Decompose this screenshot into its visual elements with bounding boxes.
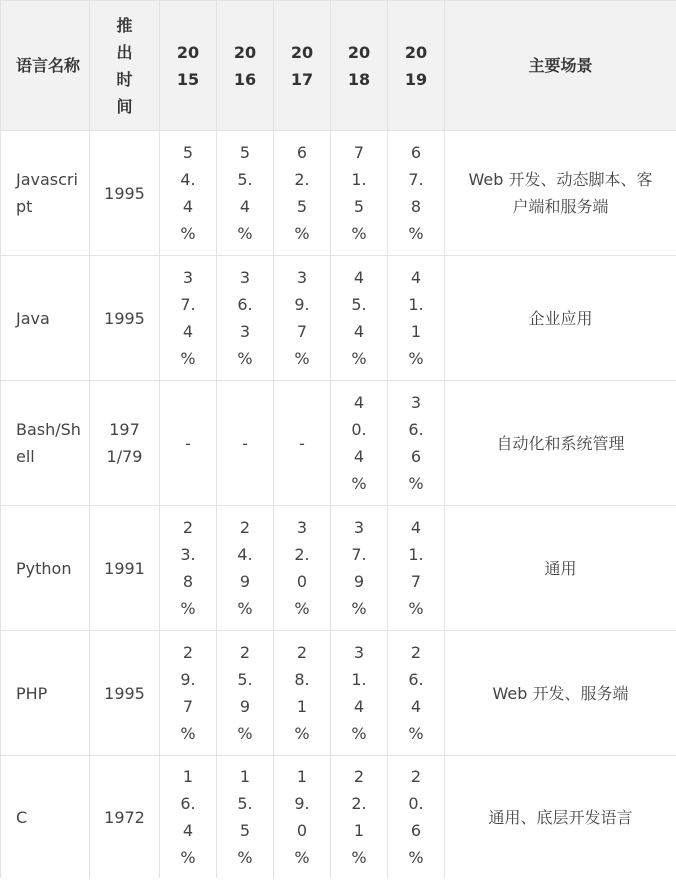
cell-2015: 16.4% bbox=[160, 756, 217, 879]
cell-language-name: PHP bbox=[1, 631, 90, 756]
table-row bbox=[1, 631, 676, 756]
cell-2017: - bbox=[274, 381, 331, 506]
header-main-scene: 主要场景 bbox=[445, 1, 676, 131]
cell-2015: 29.7% bbox=[160, 631, 217, 756]
header-2018: 2018 bbox=[331, 1, 388, 131]
cell-2016: 15.5% bbox=[217, 756, 274, 879]
cell-2019: 67.8% bbox=[388, 131, 445, 256]
cell-release-year: 1995 bbox=[90, 631, 160, 756]
cell-2015: 54.4% bbox=[160, 131, 217, 256]
cell-2016: 25.9% bbox=[217, 631, 274, 756]
header-row bbox=[1, 1, 676, 131]
cell-2019: 41.7% bbox=[388, 506, 445, 631]
cell-language-name: Javascript bbox=[1, 131, 90, 256]
cell-main-scene: 自动化和系统管理 bbox=[445, 381, 676, 506]
header-language-name: 语言名称 bbox=[1, 1, 90, 131]
cell-main-scene: 企业应用 bbox=[445, 256, 676, 381]
cell-2015: - bbox=[160, 381, 217, 506]
cell-2016: 36.3% bbox=[217, 256, 274, 381]
cell-2019: 26.4% bbox=[388, 631, 445, 756]
table-row bbox=[1, 256, 676, 381]
cell-release-year: 1972 bbox=[90, 756, 160, 879]
table-row bbox=[1, 381, 676, 506]
header-2017: 2017 bbox=[274, 1, 331, 131]
cell-2017: 62.5% bbox=[274, 131, 331, 256]
cell-language-name: Python bbox=[1, 506, 90, 631]
header-2019: 2019 bbox=[388, 1, 445, 131]
header-2015: 2015 bbox=[160, 1, 217, 131]
table-row bbox=[1, 131, 676, 256]
cell-2018: 45.4% bbox=[331, 256, 388, 381]
cell-release-year: 1971/79 bbox=[90, 381, 160, 506]
cell-2019: 41.1% bbox=[388, 256, 445, 381]
header-release-year: 推出时间 bbox=[90, 1, 160, 131]
cell-language-name: Bash/Shell bbox=[1, 381, 90, 506]
cell-language-name: C bbox=[1, 756, 90, 879]
cell-release-year: 1995 bbox=[90, 256, 160, 381]
cell-2018: 31.4% bbox=[331, 631, 388, 756]
cell-2016: - bbox=[217, 381, 274, 506]
header-2016: 2016 bbox=[217, 1, 274, 131]
cell-release-year: 1995 bbox=[90, 131, 160, 256]
cell-2015: 23.8% bbox=[160, 506, 217, 631]
cell-language-name: Java bbox=[1, 256, 90, 381]
cell-2018: 40.4% bbox=[331, 381, 388, 506]
cell-release-year: 1991 bbox=[90, 506, 160, 631]
cell-2017: 32.0% bbox=[274, 506, 331, 631]
cell-2018: 37.9% bbox=[331, 506, 388, 631]
cell-2015: 37.4% bbox=[160, 256, 217, 381]
cell-2017: 28.1% bbox=[274, 631, 331, 756]
cell-main-scene: 通用 bbox=[445, 506, 676, 631]
cell-2019: 36.6% bbox=[388, 381, 445, 506]
cell-2018: 22.1% bbox=[331, 756, 388, 879]
cell-2017: 19.0% bbox=[274, 756, 331, 879]
cell-2016: 55.4% bbox=[217, 131, 274, 256]
cell-2018: 71.5% bbox=[331, 131, 388, 256]
cell-2019: 20.6% bbox=[388, 756, 445, 879]
cell-main-scene: Web 开发、动态脚本、客户端和服务端 bbox=[445, 131, 676, 256]
table-row bbox=[1, 756, 676, 879]
cell-main-scene: Web 开发、服务端 bbox=[445, 631, 676, 756]
cell-2016: 24.9% bbox=[217, 506, 274, 631]
cell-2017: 39.7% bbox=[274, 256, 331, 381]
table-row bbox=[1, 506, 676, 631]
cell-main-scene: 通用、底层开发语言 bbox=[445, 756, 676, 879]
